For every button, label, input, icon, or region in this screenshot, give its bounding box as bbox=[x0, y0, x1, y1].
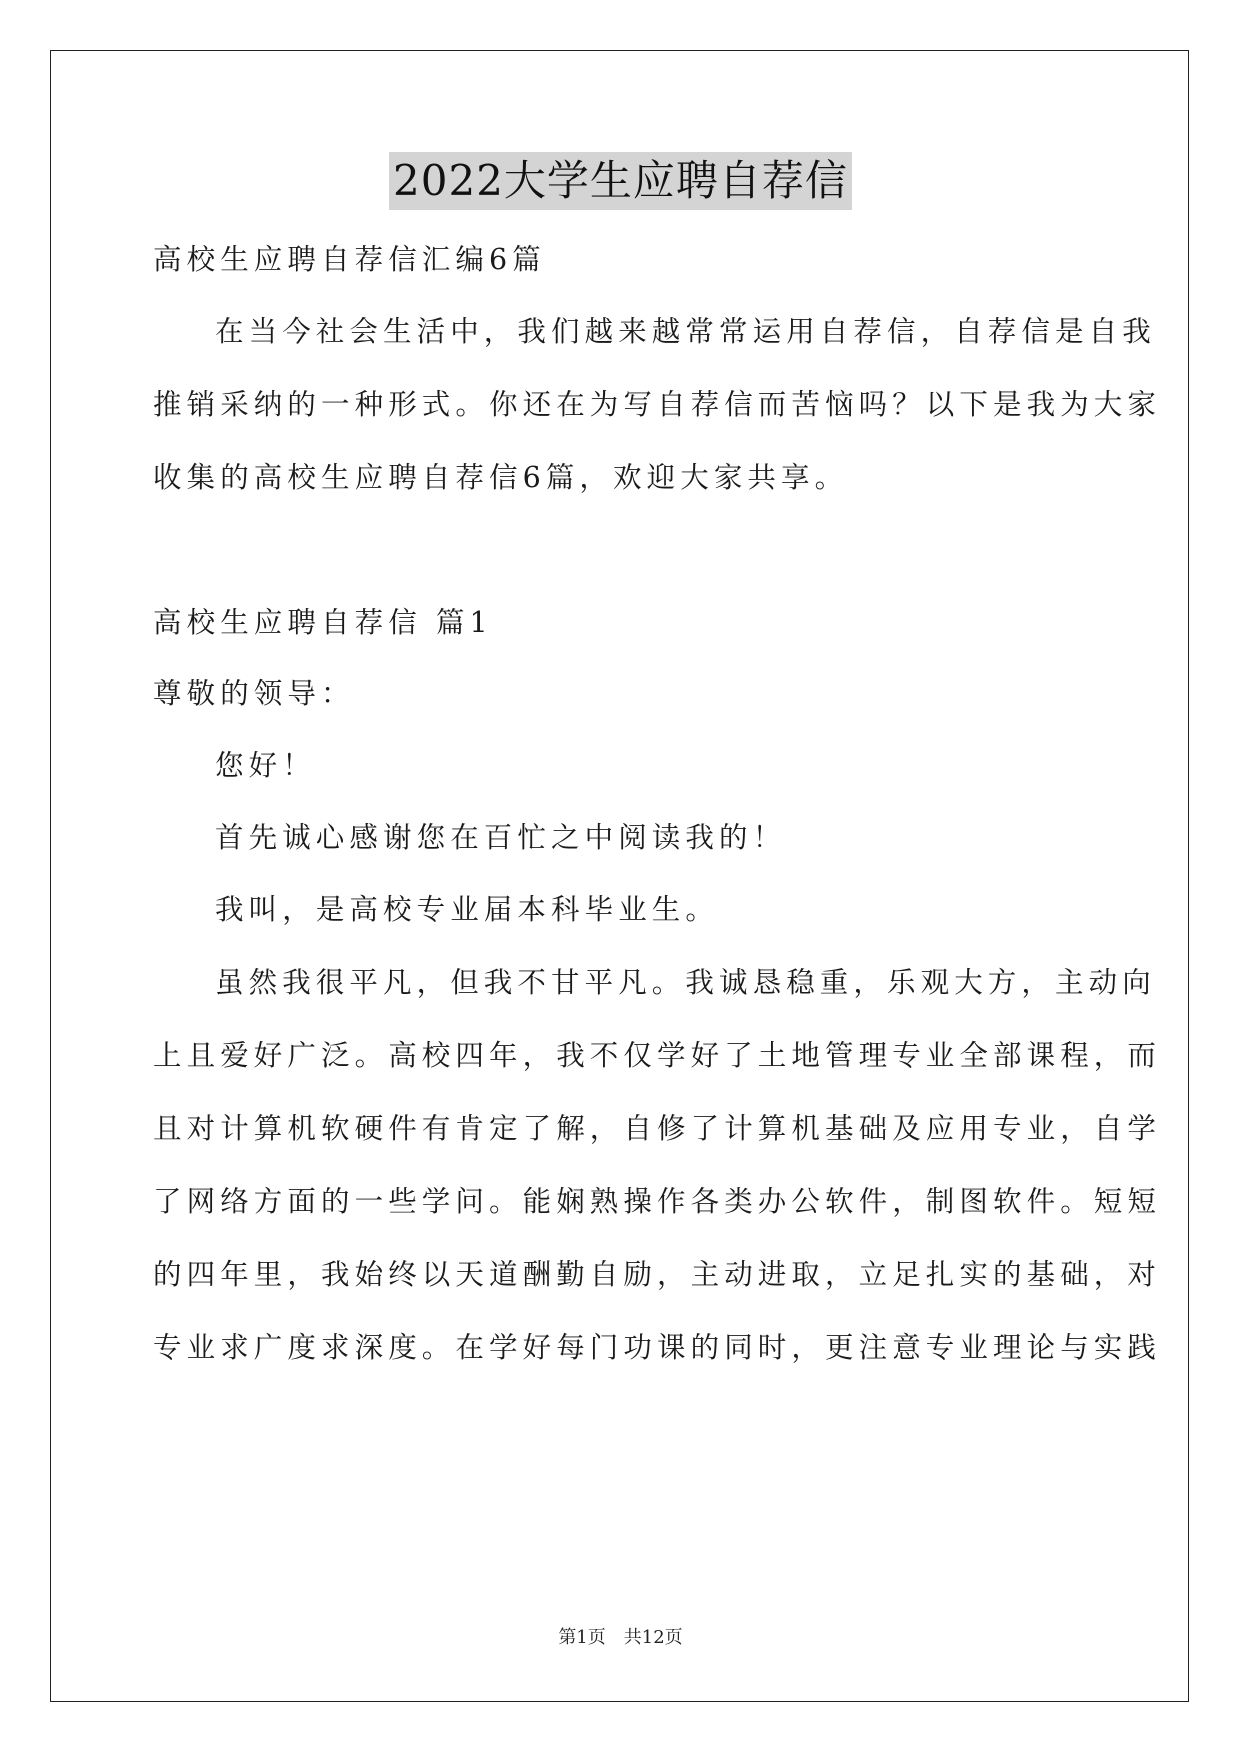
paragraph-line: 了网络方面的一些学问。能娴熟操作各类办公软件，制图软件。短短 bbox=[153, 1185, 1162, 1218]
page-number-footer: 第1页 共12页 bbox=[558, 1627, 683, 1648]
paragraph-line: 的四年里，我始终以天道酬勤自励，主动进取，立足扎实的基础，对 bbox=[153, 1258, 1162, 1291]
title-container bbox=[0, 152, 1241, 210]
paragraph-line: 在当今社会生活中，我们越来越常常运用自荐信，自荐信是自我 bbox=[215, 315, 1156, 348]
paragraph-line: 上且爱好广泛。高校四年，我不仅学好了土地管理专业全部课程，而 bbox=[153, 1039, 1162, 1072]
page-border bbox=[50, 50, 1189, 1702]
salutation: 尊敬的领导： bbox=[153, 677, 355, 710]
paragraph-line: 专业求广度求深度。在学好每门功课的同时，更注意专业理论与实践 bbox=[153, 1331, 1162, 1364]
paragraph-line: 首先诚心感谢您在百忙之中阅读我的！ bbox=[215, 821, 787, 854]
paragraph-line: 虽然我很平凡，但我不甘平凡。我诚恳稳重，乐观大方，主动向 bbox=[215, 966, 1156, 999]
paragraph-line: 我叫，是高校专业届本科毕业生。 bbox=[215, 893, 720, 926]
paragraph-line: 且对计算机软硬件有肯定了解，自修了计算机基础及应用专业，自学 bbox=[153, 1112, 1162, 1145]
paragraph-line: 推销采纳的一种形式。你还在为写自荐信而苦恼吗？以下是我为大家 bbox=[153, 388, 1162, 421]
greeting: 您好！ bbox=[215, 749, 316, 782]
subtitle-line: 高校生应聘自荐信汇编6篇 bbox=[153, 243, 546, 276]
paragraph-line: 收集的高校生应聘自荐信6篇，欢迎大家共享。 bbox=[153, 461, 849, 494]
document-title: 2022大学生应聘自荐信 bbox=[389, 152, 852, 210]
section-heading: 高校生应聘自荐信 篇1 bbox=[153, 606, 493, 639]
